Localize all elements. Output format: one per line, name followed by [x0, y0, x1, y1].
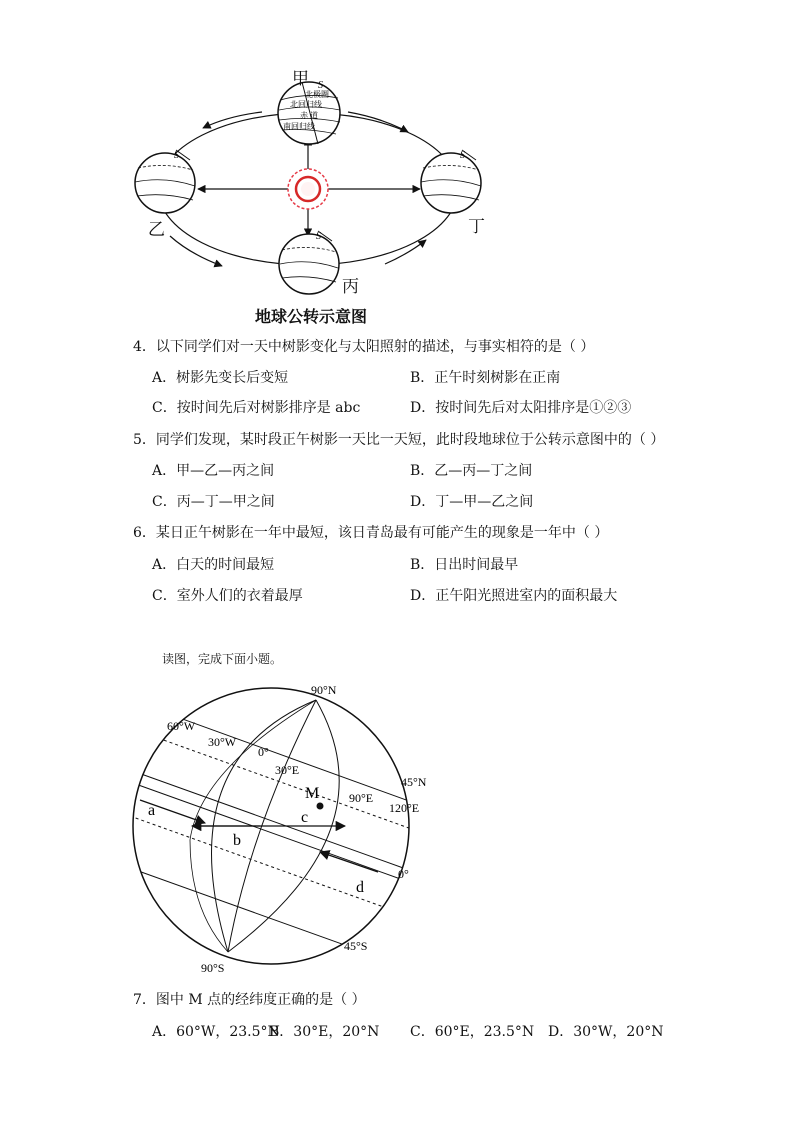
globe-diagram — [120, 680, 440, 980]
question-7-option-d[interactable]: D．30°W，20°N — [548, 1024, 664, 1040]
orbit-caption: 地球公转示意图 — [255, 307, 368, 326]
label-0-lat: 0° — [398, 867, 409, 881]
label-yi: 乙 — [148, 220, 165, 240]
label-jia: 甲 — [292, 69, 309, 89]
question-7-option-b[interactable]: B．30°E，20°N — [269, 1024, 380, 1040]
globe-line-label: 北回归线 — [290, 100, 322, 109]
question-6-option-c[interactable]: C．室外人们的衣着最厚 — [152, 588, 303, 604]
point-m-marker — [317, 803, 324, 810]
question-6-option-b[interactable]: B．日出时间最早 — [410, 557, 519, 573]
label-90s: 90°S — [201, 961, 225, 975]
label-a: a — [148, 802, 156, 819]
label-30e: 30°E — [275, 763, 300, 777]
question-5-option-d[interactable]: D．丁—甲—乙之间 — [410, 494, 534, 510]
label-c: c — [301, 809, 309, 826]
label-ding: 丁 — [468, 217, 485, 237]
axis-mark: S — [174, 150, 179, 161]
question-5-option-b[interactable]: B．乙—丙—丁之间 — [410, 463, 533, 479]
question-4-stem: 4．以下同学们对一天中树影变化与太阳照射的描述，与事实相符的是（ ） — [133, 339, 595, 355]
axis-mark: S — [460, 150, 465, 161]
globe-bing — [279, 231, 339, 294]
question-4-option-b[interactable]: B．正午时刻树影在正南 — [410, 370, 561, 386]
question-5-stem: 5．同学们发现，某时段正午树影一天比一天短，此时段地球位于公转示意图中的（ ） — [133, 432, 665, 448]
label-b: b — [233, 832, 241, 849]
label-0-lon: 0° — [258, 745, 269, 759]
label-45n: 45°N — [401, 775, 427, 789]
label-m: M — [305, 785, 320, 802]
question-6-stem: 6．某日正午树影在一年中最短，该日青岛最有可能产生的现象是一年中（ ） — [133, 525, 609, 541]
globe-jia — [278, 80, 340, 144]
axis-mark: S — [316, 231, 321, 242]
label-d: d — [356, 879, 364, 896]
label-90e: 90°E — [349, 791, 374, 805]
globe-line-label: 赤 道 — [300, 111, 318, 120]
question-5-option-a[interactable]: A．甲—乙—丙之间 — [152, 463, 275, 479]
label-45s: 45°S — [344, 939, 368, 953]
question-4-option-a[interactable]: A．树影先变长后变短 — [152, 370, 289, 386]
section-intro: 读图，完成下面小题。 — [162, 652, 283, 666]
globe-line-label: 南回归线 — [283, 122, 315, 131]
orbit-diagram — [0, 55, 794, 335]
question-5-option-c[interactable]: C．丙—丁—甲之间 — [152, 494, 275, 510]
label-120e: 120°E — [389, 801, 420, 815]
globe-ding — [421, 150, 481, 213]
question-6-option-a[interactable]: A．白天的时间最短 — [152, 557, 275, 573]
question-7-option-a[interactable]: A．60°W，23.5°N — [152, 1024, 280, 1040]
question-7-stem: 7．图中 M 点的经纬度正确的是（ ） — [133, 992, 366, 1008]
question-7-option-c[interactable]: C．60°E，23.5°N — [410, 1024, 535, 1040]
question-6-option-d[interactable]: D．正午阳光照进室内的面积最大 — [410, 588, 618, 604]
axis-mark: S — [318, 80, 323, 91]
orbit-arrow — [203, 112, 262, 128]
globe-yi — [135, 150, 195, 213]
globe-line-label: 北极圈 — [305, 90, 329, 99]
question-4-option-c[interactable]: C．按时间先后对树影排序是 abc — [152, 400, 361, 416]
label-60w: 60°W — [167, 719, 196, 733]
label-bing: 丙 — [342, 277, 359, 297]
label-30w: 30°W — [208, 735, 237, 749]
orbit-arrow — [170, 236, 222, 266]
question-4-option-d[interactable]: D．按时间先后对太阳排序是①②③ — [410, 400, 632, 416]
label-90n: 90°N — [311, 683, 337, 697]
sun-icon — [288, 169, 328, 209]
